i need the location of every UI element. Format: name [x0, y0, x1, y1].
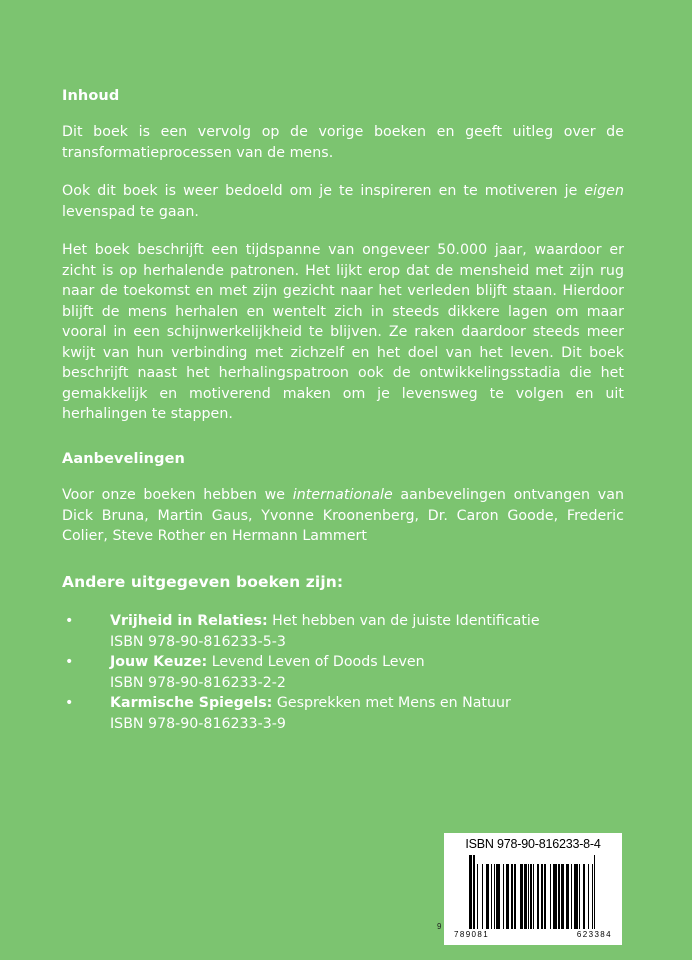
- book-subtitle: Het hebben van de juiste Identificatie: [267, 613, 540, 630]
- cover-text-content: [62, 88, 624, 734]
- inhoud-paragraph-inspire: [62, 181, 624, 222]
- aanbevelingen-text-before: Voor onze boeken hebben we: [62, 487, 293, 504]
- list-item: [62, 693, 624, 734]
- bullet-icon: •: [65, 613, 74, 630]
- book-subtitle: Levend Leven of Doods Leven: [207, 654, 425, 671]
- inspire-text-after: levenspad te gaan.: [62, 203, 199, 220]
- barcode-digits-right: 623384: [576, 930, 612, 939]
- inspire-text-before: Ook dit boek is weer bedoeld om je te inspireren en te motiveren je: [62, 183, 585, 200]
- aanbevelingen-text-after: aanbevelingen ontvangen van Dick Bruna, Martin Gaus, Yvonne Kroonenberg, Dr. Caron Goode, Frederic Colier, Steve Rother en Hermann Lammert: [62, 487, 624, 545]
- isbn-barcode: [444, 833, 622, 945]
- book-isbn: ISBN 978-90-816233-5-3: [110, 633, 286, 650]
- bullet-icon: •: [65, 654, 74, 671]
- barcode-bars: [452, 855, 614, 929]
- book-title: Karmische Spiegels:: [110, 695, 273, 712]
- inhoud-heading: Inhoud: [62, 88, 120, 104]
- barcode-lead-digit: 9: [437, 922, 442, 931]
- book-isbn: ISBN 978-90-816233-2-2: [110, 674, 286, 691]
- barcode-digits-left: 789081: [454, 930, 490, 939]
- aanbevelingen-heading: Aanbevelingen: [62, 450, 185, 467]
- aanbevelingen-text-italic: internationale: [292, 487, 393, 504]
- book-title: Jouw Keuze:: [110, 654, 208, 671]
- list-item: [62, 652, 624, 693]
- inspire-text-italic: eigen: [584, 183, 624, 200]
- barcode-isbn-label: ISBN 978-90-816233-8-4: [465, 837, 601, 851]
- list-item: [62, 611, 624, 652]
- inhoud-paragraph-2: Het boek beschrijft een tijdspanne van ongeveer 50.000 jaar, waardoor er zicht is op herhalende patronen. Het lijkt erop dat de mensheid met zijn rug naar de toekomst en met zijn gezicht naar het verleden blijft staan. Hierdoor blijft de mens herhalen en wentelt zich in steeds dikkere lagen om maar vooral in een schijnwerkelijkheid te blijven. Ze raken daardoor steeds meer kwijt van hun verbinding met zichzelf en het doel van het leven. Dit boek beschrijft naast het herhalingspatroon ook de ontwikkelingsstadia die het gemakkelijk en motiverend maken om je levensweg te volgen en uit herhalingen te stappen.: [62, 242, 624, 423]
- barcode-digits: [452, 930, 614, 939]
- bullet-icon: •: [65, 695, 74, 712]
- aanbevelingen-paragraph: [62, 485, 624, 547]
- andere-boeken-heading: Andere uitgegeven boeken zijn:: [62, 572, 344, 591]
- book-isbn: ISBN 978-90-816233-3-9: [110, 715, 286, 732]
- inhoud-paragraph-1: Dit boek is een vervolg op de vorige boeken en geeft uitleg over de transformatieprocessen van de mens.: [62, 124, 624, 161]
- other-books-list: [62, 611, 624, 734]
- book-title: Vrijheid in Relaties:: [110, 613, 268, 630]
- book-subtitle: Gesprekken met Mens en Natuur: [272, 695, 511, 712]
